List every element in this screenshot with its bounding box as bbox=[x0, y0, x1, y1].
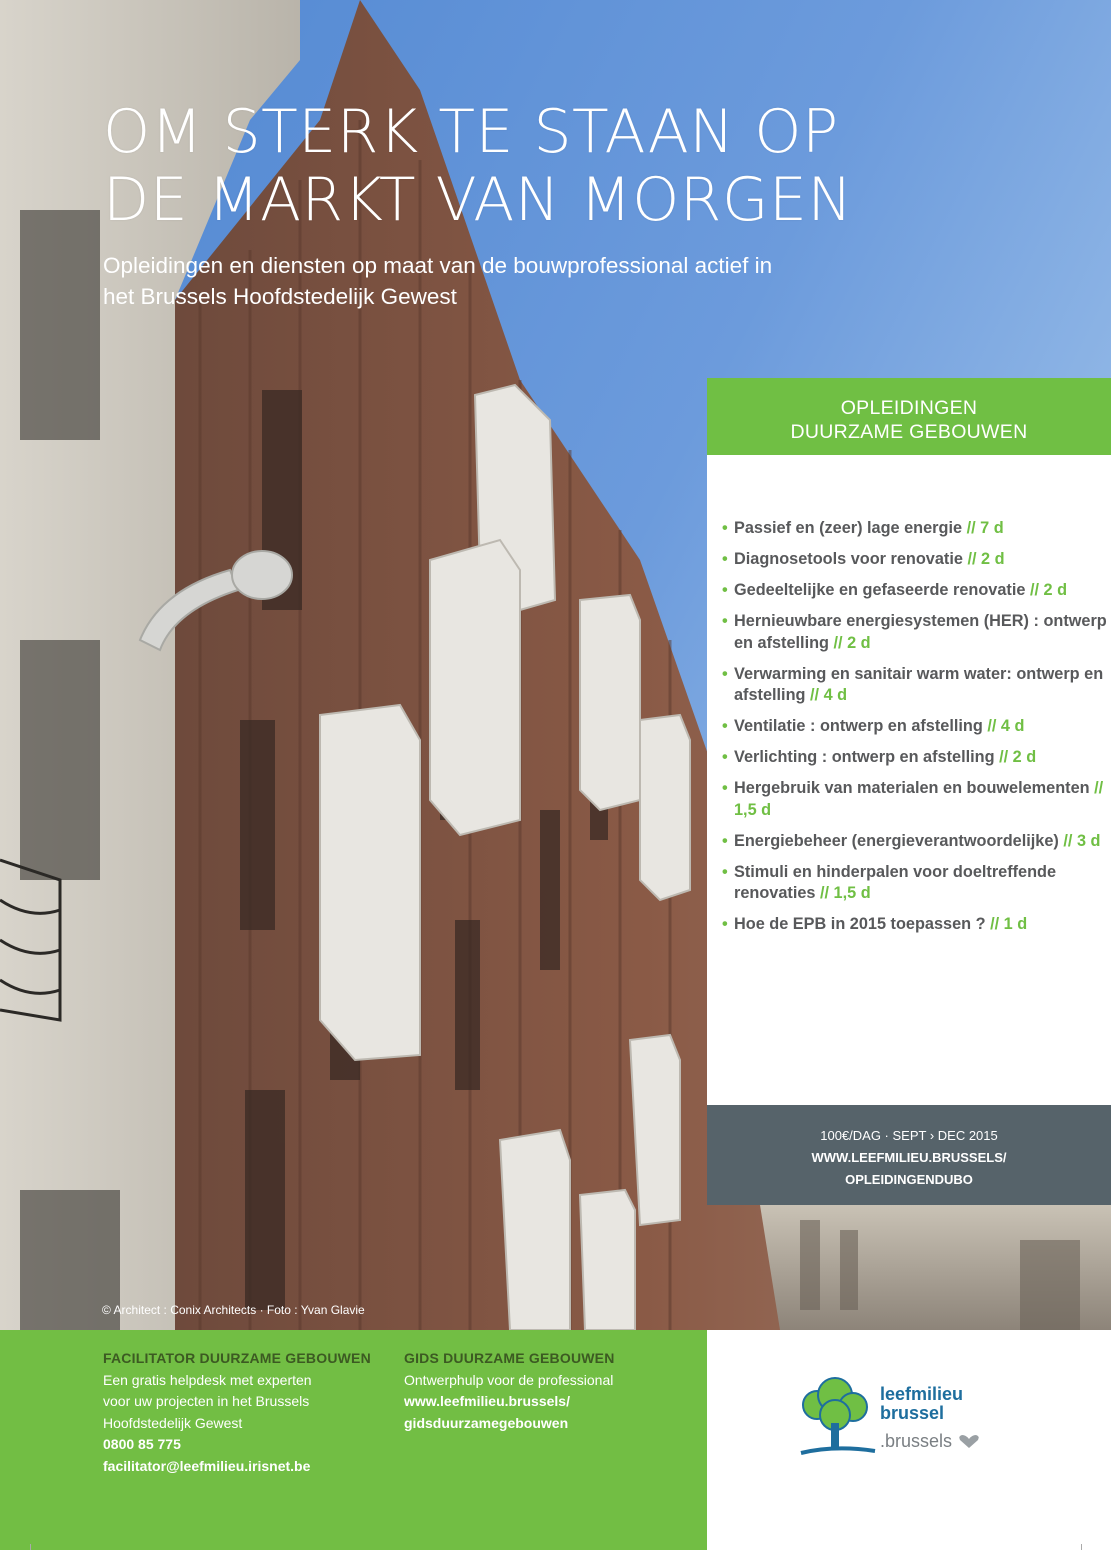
trainings-url-line-2: OPLEIDINGENDUBO bbox=[845, 1172, 973, 1187]
course-item bbox=[722, 914, 1107, 936]
brussels-domain-mark bbox=[880, 1431, 981, 1452]
course-duration: // 2 d bbox=[999, 748, 1037, 766]
crop-mark bbox=[1081, 1544, 1082, 1550]
course-name: Stimuli en hinderpalen voor doeltreffende renovaties bbox=[734, 862, 1057, 902]
trainings-panel-title bbox=[707, 378, 1111, 455]
guide-text-line-1: Ontwerphulp voor de professional bbox=[404, 1371, 614, 1388]
tree-logo-icon bbox=[795, 1375, 880, 1460]
bullet-icon: • bbox=[722, 915, 728, 933]
course-item bbox=[722, 862, 1107, 905]
brussels-domain-text: .brussels bbox=[880, 1431, 953, 1451]
facilitator-title: FACILITATOR DUURZAME GEBOUWEN bbox=[103, 1350, 371, 1366]
bullet-icon: • bbox=[722, 717, 728, 735]
course-name: Hoe de EPB in 2015 toepassen ? bbox=[734, 915, 986, 933]
course-duration: // 2 d bbox=[1029, 581, 1068, 599]
headline bbox=[103, 98, 983, 234]
subtitle bbox=[103, 250, 933, 312]
course-name: Passief en (zeer) lage energie bbox=[734, 519, 963, 537]
logo-wordmark bbox=[880, 1385, 963, 1423]
bullet-icon: • bbox=[722, 664, 728, 683]
logo-name-line-1: leefmilieu bbox=[880, 1384, 964, 1404]
bullet-icon: • bbox=[722, 831, 728, 850]
course-item bbox=[722, 518, 1107, 540]
course-duration: // 1 d bbox=[990, 915, 1028, 933]
course-name: Diagnosetools voor renovatie bbox=[734, 550, 963, 568]
trainings-panel-footer bbox=[707, 1105, 1111, 1205]
guide-url-link[interactable] bbox=[404, 1391, 694, 1434]
trainings-url-line-1: WWW.LEEFMILIEU.BRUSSELS/ bbox=[811, 1150, 1007, 1165]
guide-url-line-2: gidsduurzamegebouwen bbox=[404, 1414, 569, 1431]
photo-credit: © Architect : Conix Architects · Foto : Yvan Glavie bbox=[102, 1303, 365, 1317]
course-duration: // 4 d bbox=[987, 717, 1025, 735]
guide-title: GIDS DUURZAME GEBOUWEN bbox=[404, 1350, 615, 1366]
course-name: Ventilatie : ontwerp en afstelling bbox=[734, 717, 983, 735]
course-name: Energiebeheer (energieverantwoordelijke) bbox=[734, 831, 1059, 850]
course-name: Verwarming en sanitair warm water: ontwerp en afstelling bbox=[734, 664, 1104, 704]
course-item bbox=[722, 580, 1107, 602]
bullet-icon: • bbox=[722, 748, 728, 766]
facilitator-phone[interactable]: 0800 85 775 bbox=[103, 1436, 181, 1452]
facilitator-text-line-3: Hoofdstedelijk Gewest bbox=[103, 1414, 243, 1431]
trainings-url-link[interactable] bbox=[707, 1147, 1111, 1191]
leefmilieu-logo bbox=[795, 1375, 1015, 1465]
price-and-dates: 100€/DAG · SEPT › DEC 2015 bbox=[820, 1128, 998, 1143]
subtitle-line-2: het Brussels Hoofdstedelijk Gewest bbox=[103, 284, 457, 309]
trainings-panel bbox=[707, 455, 1111, 1105]
bullet-icon: • bbox=[722, 779, 728, 797]
course-duration: // 4 d bbox=[810, 686, 848, 704]
course-duration: // 2 d bbox=[967, 550, 1005, 568]
facilitator-text-line-1: Een gratis helpdesk met experten bbox=[103, 1371, 312, 1388]
facilitator-email[interactable]: facilitator@leefmilieu.irisnet.be bbox=[103, 1457, 311, 1474]
bullet-icon: • bbox=[722, 581, 728, 599]
course-duration: // 1,5 d bbox=[819, 884, 871, 902]
course-name: Hernieuwbare energiesystemen (HER) : ontwerp en afstelling bbox=[734, 612, 1107, 652]
logo-name-line-2: brussel bbox=[880, 1403, 945, 1423]
course-name: Hergebruik van materialen en bouwelementen bbox=[734, 779, 1090, 797]
course-item bbox=[722, 664, 1107, 707]
subtitle-line-1: Opleidingen en diensten op maat van de bouwprofessional actief in bbox=[103, 253, 773, 278]
guide-column bbox=[404, 1348, 694, 1434]
guide-url-line-1: www.leefmilieu.brussels/ bbox=[404, 1393, 570, 1409]
course-duration: // 3 d bbox=[1063, 831, 1101, 850]
heart-icon bbox=[957, 1434, 981, 1450]
trainings-title-line-1: OPLEIDINGEN bbox=[840, 397, 978, 419]
bullet-icon: • bbox=[722, 612, 728, 630]
headline-line-1: OM STERK TE STAAN OP bbox=[103, 97, 839, 167]
bullet-icon: • bbox=[722, 862, 728, 881]
course-item bbox=[722, 831, 1107, 853]
course-name: Gedeeltelijke en gefaseerde renovatie bbox=[734, 581, 1026, 599]
bullet-icon: • bbox=[722, 519, 728, 537]
course-item bbox=[722, 549, 1107, 571]
course-list bbox=[722, 518, 1107, 945]
course-item bbox=[722, 778, 1107, 821]
bullet-icon: • bbox=[722, 550, 728, 568]
trainings-title-line-2: DUURZAME GEBOUWEN bbox=[790, 421, 1028, 443]
course-item bbox=[722, 716, 1107, 738]
course-duration: // 7 d bbox=[966, 519, 1004, 537]
course-duration: // 1,5 d bbox=[734, 779, 1104, 819]
course-name: Verlichting : ontwerp en afstelling bbox=[734, 748, 995, 766]
course-item bbox=[722, 611, 1107, 654]
headline-line-2: DE MARKT VAN MORGEN bbox=[103, 165, 853, 235]
crop-mark bbox=[30, 1544, 31, 1550]
facilitator-column bbox=[103, 1348, 393, 1477]
course-item bbox=[722, 747, 1107, 769]
facilitator-text-line-2: voor uw projecten in het Brussels bbox=[103, 1393, 310, 1409]
course-duration: // 2 d bbox=[833, 633, 871, 652]
